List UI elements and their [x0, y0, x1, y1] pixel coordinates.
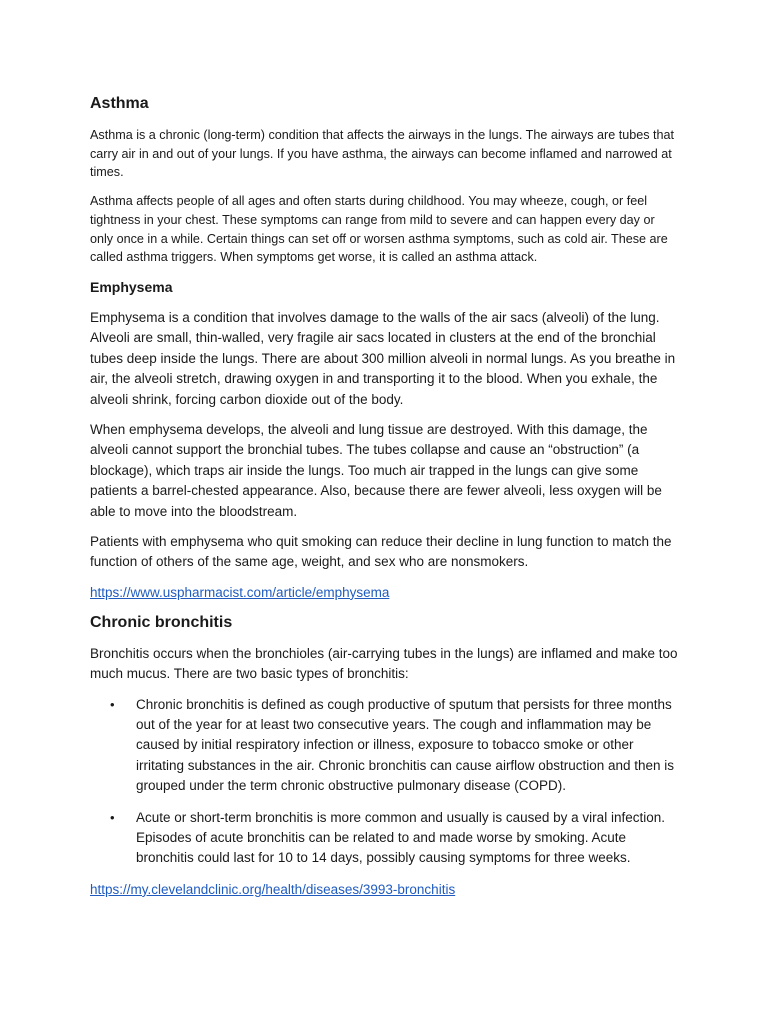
- emphysema-paragraph-2: When emphysema develops, the alveoli and lung tissue are destroyed. With this damage, the alveoli cannot support the bronchial tubes. The tubes collapse and cause an “obstruction” (a blockage), which traps air inside the lungs. Too much air trapped in the lungs can give some patients a barrel-chested appearance. Also, because there are fewer alveoli, less oxygen will be able to move into the bloodstream.: [90, 421, 662, 519]
- chronic-bronchitis-heading: Chronic bronchitis: [90, 613, 233, 631]
- asthma-paragraph-2: Asthma affects people of all ages and often starts during childhood. You may wheeze, cough, or feel tightness in your chest. These symptoms can range from mild to severe and can happen every day or only once in a while. Certain things can set off or worsen asthma symptoms, such as cold air. These are called asthma triggers. When symptoms get worse, it is called an asthma attack.: [90, 194, 668, 265]
- emphysema-source-link[interactable]: https://www.uspharmacist.com/article/emphysema: [90, 584, 390, 600]
- list-item-text: Chronic bronchitis is defined as cough productive of sputum that persists for three months out of the year for at least two consecutive years. The cough and inflammation may be caused by initial respiratory infection or illness, exposure to tobacco smoke or other irritating substances in the air. Chronic bronchitis can cause airflow obstruction and then is grouped under the term chronic obstructive pulmonary disease (COPD).: [136, 696, 675, 794]
- emphysema-paragraph-1: Emphysema is a condition that involves damage to the walls of the air sacs (alveoli) of the lung. Alveoli are small, thin-walled, very fragile air sacs located in clusters at the end of the bronchial tubes deep inside the lungs. There are about 300 million alveoli in normal lungs. As you breathe in air, the alveoli stretch, drawing oxygen in and transporting it to the blood. When you exhale, the alveoli shrink, forcing carbon dioxide out of the body.: [90, 309, 676, 407]
- bronchitis-source-link[interactable]: https://my.clevelandclinic.org/health/diseases/3993-bronchitis: [90, 881, 456, 897]
- emphysema-paragraph-3: Patients with emphysema who quit smoking can reduce their decline in lung function to match the function of others of the same age, weight, and sex who are nonsmokers.: [90, 533, 672, 570]
- list-item: [90, 808, 678, 869]
- bronchitis-intro: Bronchitis occurs when the bronchioles (air-carrying tubes in the lungs) are inflamed and make too much mucus. There are two basic types of bronchitis:: [90, 645, 678, 682]
- bullet-icon: •: [110, 696, 115, 712]
- list-item: [90, 695, 678, 797]
- bronchitis-types-list: [90, 695, 678, 869]
- list-item-text: Acute or short-term bronchitis is more common and usually is caused by a viral infection. Episodes of acute bronchitis can be related to and made worse by smoking. Acute bronchitis could last for 10 to 14 days, possibly causing symptoms for three weeks.: [136, 809, 665, 866]
- asthma-heading: Asthma: [90, 95, 149, 112]
- document-content: [90, 92, 678, 908]
- bullet-icon: •: [110, 809, 115, 825]
- asthma-paragraph-1: Asthma is a chronic (long-term) condition that affects the airways in the lungs. The airways are tubes that carry air in and out of your lungs. If you have asthma, the airways can become inflamed and narrowed at times.: [90, 128, 675, 180]
- emphysema-heading: Emphysema: [90, 278, 173, 295]
